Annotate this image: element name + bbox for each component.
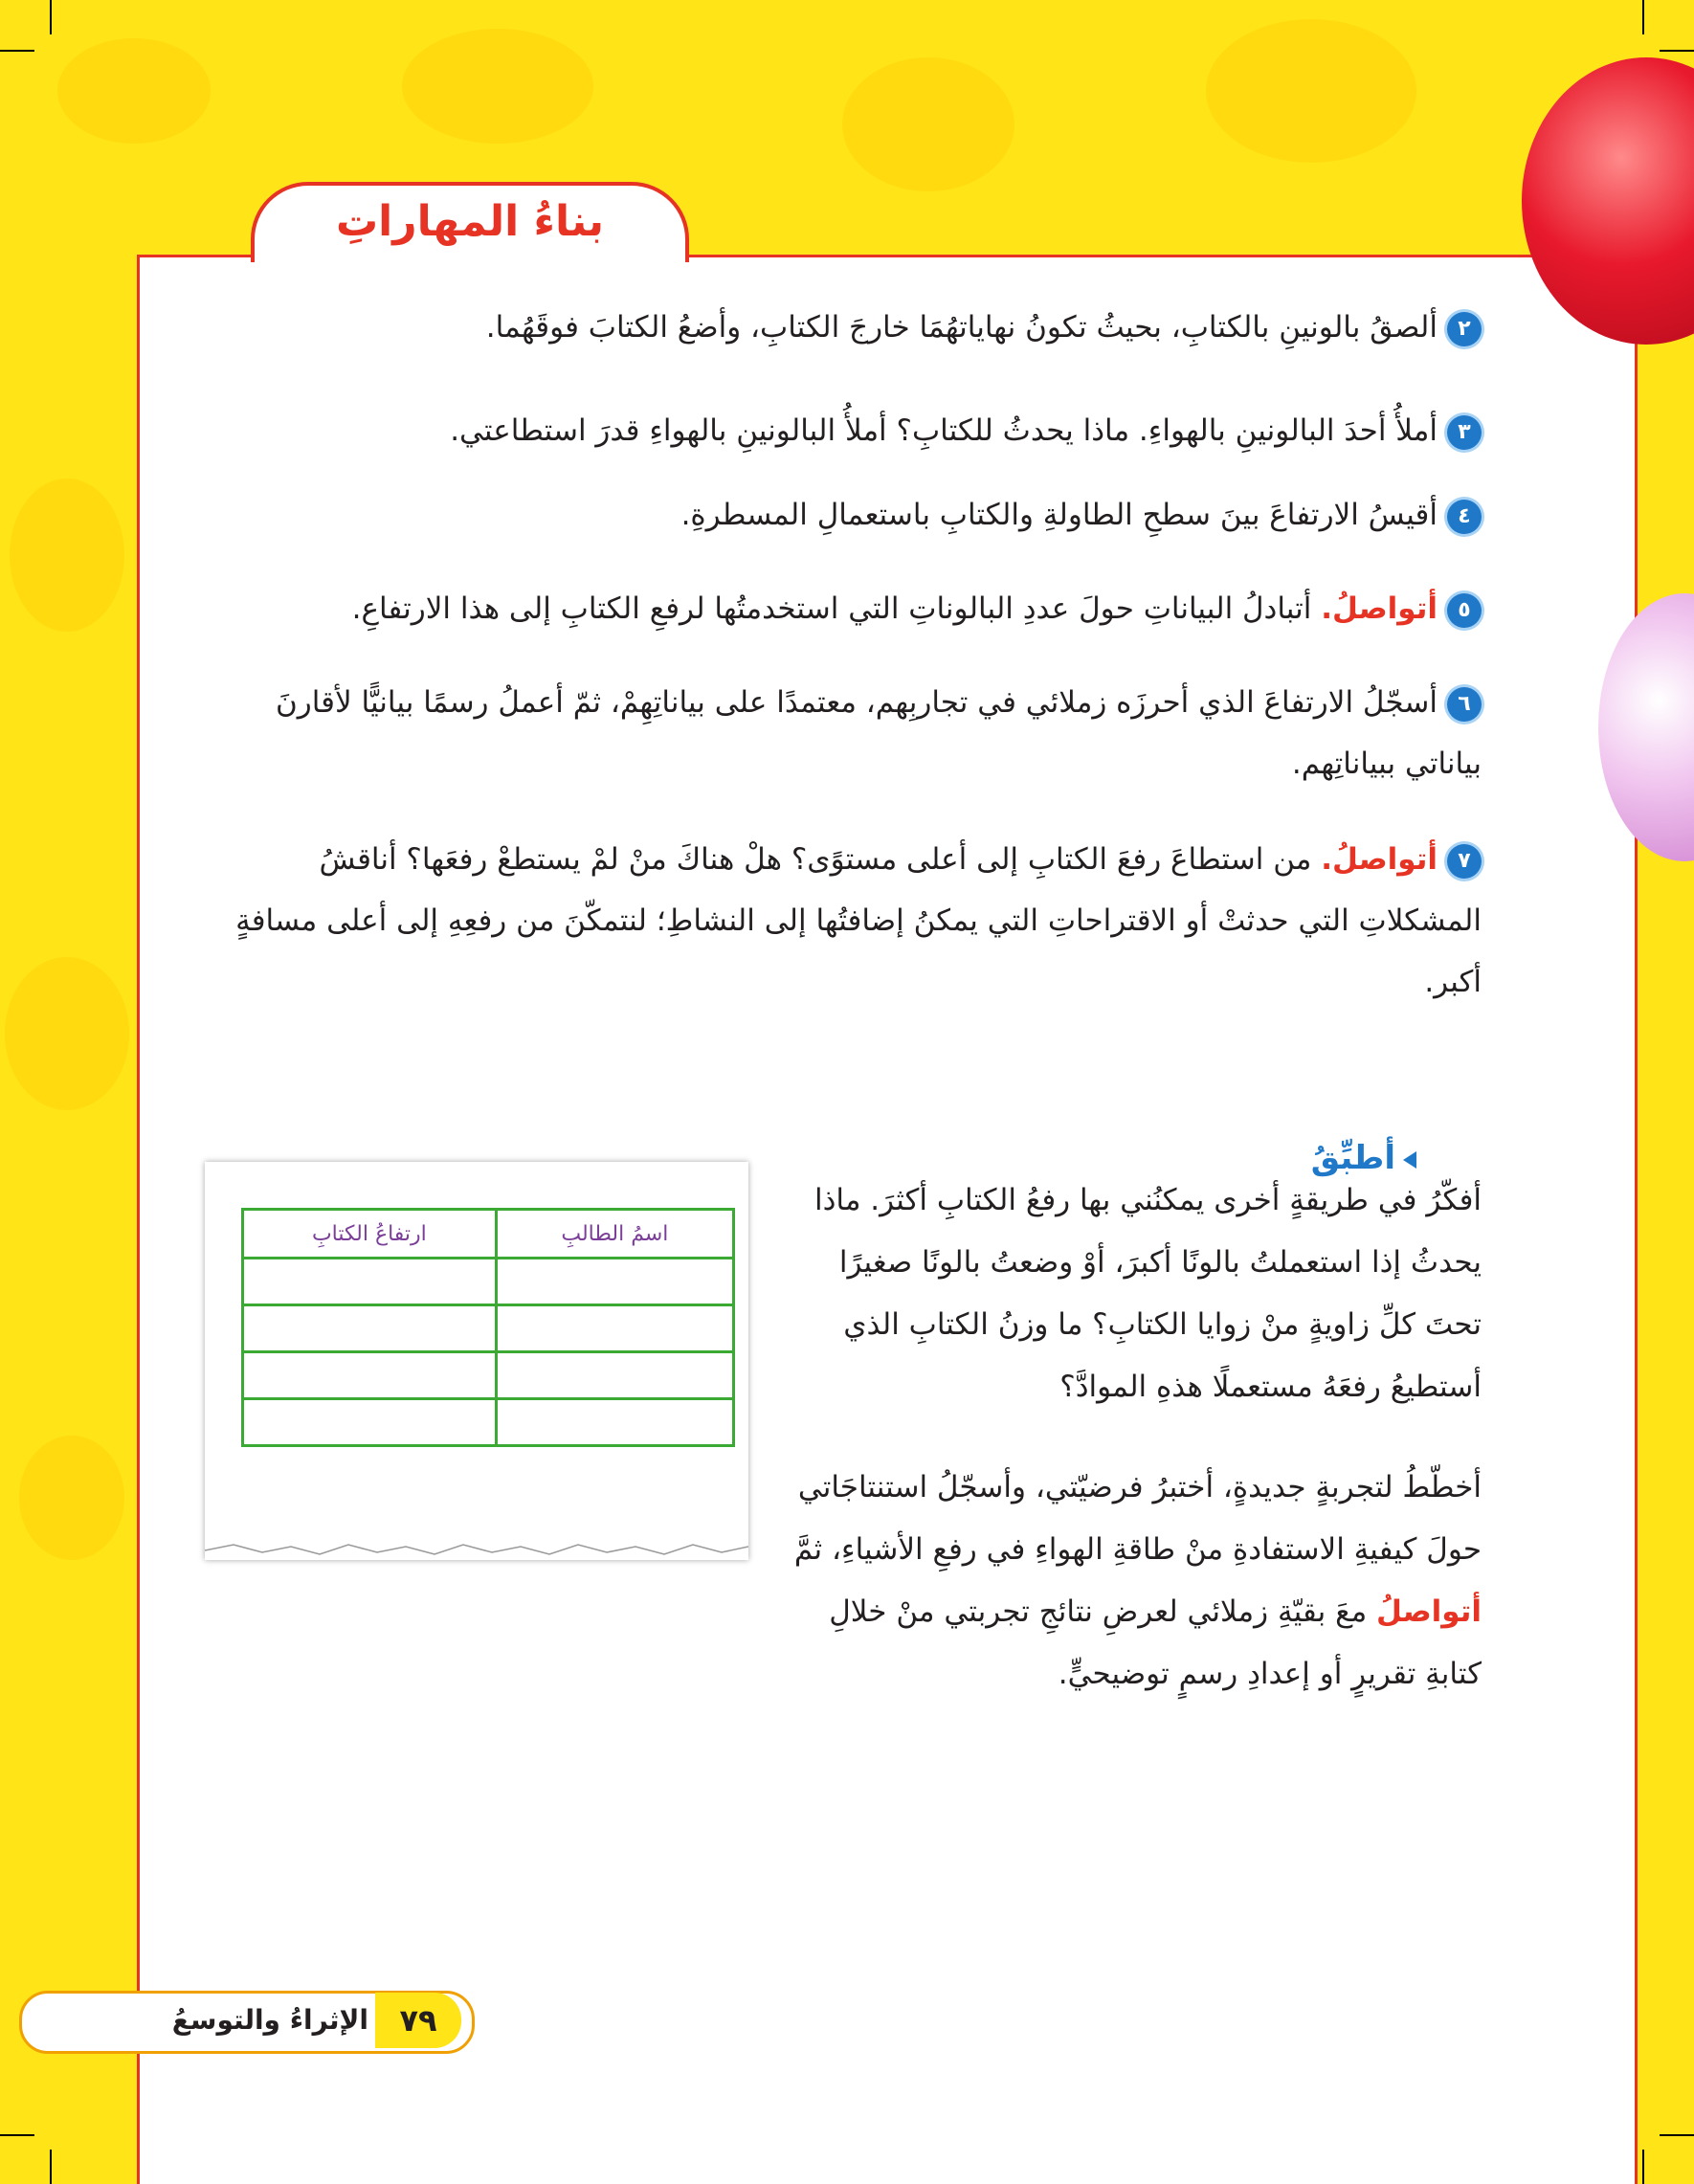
step-7: [209, 829, 1482, 1013]
table-cell[interactable]: [243, 1259, 497, 1305]
decor-shape: [5, 957, 129, 1110]
step-6: [209, 672, 1482, 794]
table-cell[interactable]: [496, 1352, 733, 1399]
crop-mark: [50, 0, 52, 34]
footer-unit-label: الإثراءُ والتوسعُ: [171, 2004, 368, 2036]
section-title: بناءُ المهاراتِ: [335, 197, 605, 246]
crop-mark: [1660, 2134, 1694, 2136]
apply-paragraph-1: أفكّرُ في طريقةٍ أخرى يمكنُني بها رفعُ الكتابِ أكثرَ. ماذا يحدثُ إذا استعملتُ بالونًا أكبرَ، أوْ وضعتُ بالونًا صغيرًا تحتَ كلِّ زاويةٍ منْ زوايا الكتابِ؟ ما وزنُ الكتابِ الذي أستطيعُ رفعَهُ مستعملًا هذهِ الموادَّ؟: [814, 1183, 1482, 1404]
step-number-badge: ٣: [1447, 415, 1482, 450]
arrow-left-icon: [1403, 1151, 1416, 1169]
step-3: [209, 400, 1482, 461]
apply-heading-text: أطبِّقُ: [1310, 1139, 1395, 1177]
decor-shape: [19, 1436, 124, 1560]
page-number: ٧٩: [375, 1993, 461, 2048]
apply-paragraph-2-text: معَ بقيّةِ زملائي لعرضِ نتائجِ تجربتي منْ خلالِ كتابةِ تقريرٍ أو إعدادِ رسمٍ توضيحيٍّ.: [829, 1594, 1482, 1691]
table-cell[interactable]: [496, 1399, 733, 1446]
table-header-row: [243, 1210, 734, 1259]
crop-mark: [50, 2150, 52, 2184]
step-text: أتبادلُ البياناتِ حولَ عددِ البالوناتِ التي استخدمتُها لرفعِ الكتابِ إلى هذا الارتفاعِ.: [351, 591, 1322, 626]
table-row: [243, 1352, 734, 1399]
column-header-student-name: اسمُ الطالبِ: [496, 1210, 733, 1259]
step-text: أملأُ أحدَ البالونينِ بالهواءِ. ماذا يحدثُ للكتابِ؟ أملأُ البالونينِ بالهواءِ قدرَ استطاعتي.: [450, 413, 1438, 448]
decor-shape: [1206, 19, 1416, 163]
table-row: [243, 1305, 734, 1352]
crop-mark: [0, 50, 34, 52]
step-text: ألصقُ بالونينِ بالكتابِ، بحيثُ تكونُ نهاياتهُمَا خارجَ الكتابِ، وأضعُ الكتابَ فوقَهُما.: [485, 310, 1438, 345]
communicate-label: أتواصلُ.: [1321, 591, 1438, 626]
step-5: [209, 578, 1482, 639]
step-text: أقيسُ الارتفاعَ بينَ سطحِ الطاولةِ والكتابِ باستعمالِ المسطرةِ.: [680, 498, 1438, 532]
torn-edge: [205, 1533, 748, 1562]
content-border-left: [137, 255, 140, 2184]
step-number-badge: ٤: [1447, 500, 1482, 534]
decor-shape: [10, 479, 124, 632]
communicate-label: أتواصلُ: [1376, 1594, 1482, 1629]
step-2: [209, 297, 1482, 358]
table-row: [243, 1259, 734, 1305]
table-row: [243, 1399, 734, 1446]
decor-shape: [842, 57, 1014, 191]
apply-paragraph-2-text: أخطّطُ لتجربةٍ جديدةٍ، أختبرُ فرضيّتي، وأسجّلُ استنتاجَاتي حولَ كيفيةِ الاستفادةِ منْ طاقةِ الهواءِ في رفعِ الأشياءِ، ثمَّ: [793, 1470, 1482, 1567]
column-header-book-height: ارتفاعُ الكتابِ: [243, 1210, 497, 1259]
table-cell[interactable]: [243, 1399, 497, 1446]
step-text: من استطاعَ رفعَ الكتابِ إلى أعلى مستوًى؟ هلْ هناكَ منْ لمْ يستطعْ رفعَها؟ أناقشُ المشكلاتِ التي حدثتْ أو الاقتراحاتِ التي يمكنُ إضافتُها إلى النشاطِ؛ لنتمكّنَ من رفعِهِ إلى أعلى مسافةٍ أكبر.: [235, 842, 1482, 999]
crop-mark: [1642, 2150, 1644, 2184]
apply-paragraph-2: [773, 1457, 1482, 1705]
step-number-badge: ٥: [1447, 593, 1482, 628]
step-number-badge: ٧: [1447, 844, 1482, 879]
communicate-label: أتواصلُ.: [1321, 842, 1438, 877]
data-table: [241, 1208, 735, 1447]
table-cell[interactable]: [496, 1305, 733, 1352]
table-cell[interactable]: [243, 1305, 497, 1352]
step-number-badge: ٢: [1447, 312, 1482, 346]
table-cell[interactable]: [243, 1352, 497, 1399]
content-border-right: [1635, 255, 1638, 2184]
step-number-badge: ٦: [1447, 687, 1482, 722]
crop-mark: [1642, 0, 1644, 34]
decor-shape: [402, 29, 593, 144]
decor-shape: [57, 38, 211, 144]
table-cell[interactable]: [496, 1259, 733, 1305]
step-4: [209, 484, 1482, 546]
crop-mark: [1660, 50, 1694, 52]
step-text: أسجّلُ الارتفاعَ الذي أحرزَه زملائي في تجاربِهم، معتمدًا على بياناتِهِمْ، ثمّ أعملُ رسمًا بيانيًّا لأقارنَ بياناتي ببياناتِهم.: [275, 685, 1482, 781]
crop-mark: [0, 2134, 34, 2136]
